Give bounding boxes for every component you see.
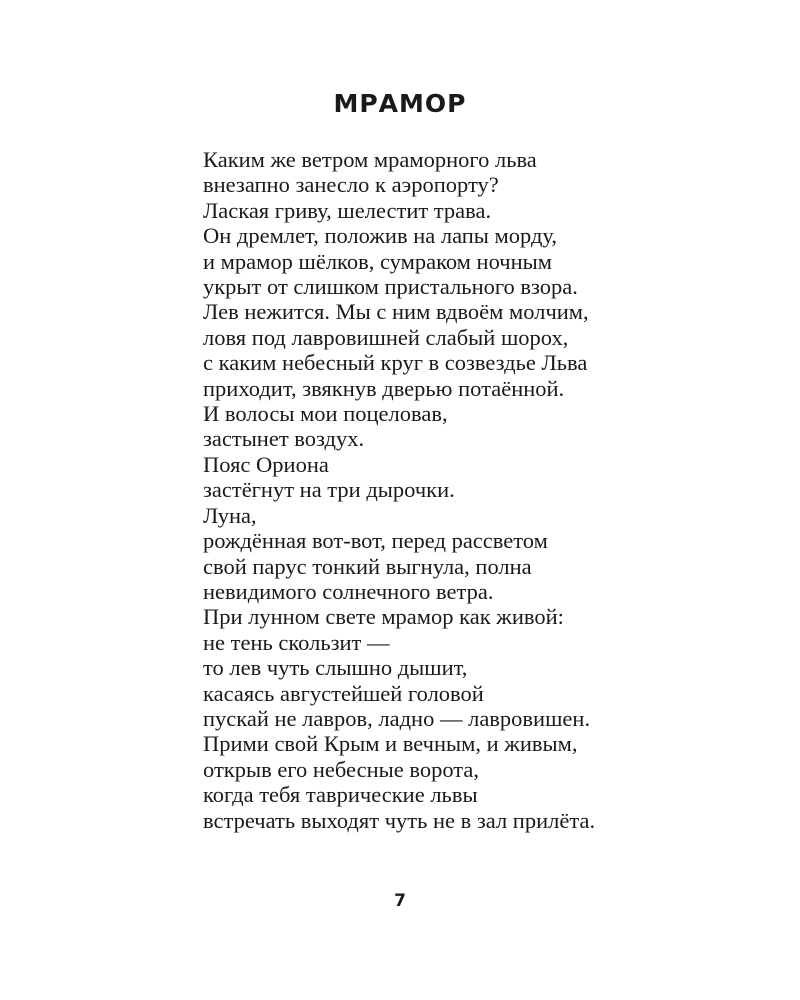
poem-line: Пояс Ориона (203, 451, 329, 477)
poem-line: когда тебя таврические львы (203, 782, 478, 808)
poem-text (203, 147, 763, 833)
poem-line: Каким же ветром мраморного льва (203, 147, 537, 172)
poem-line: При лунном свете мрамор как живой: (203, 604, 564, 630)
poem-line: ловя под лавровишней слабый шорох, (203, 324, 569, 350)
poem-line: и мрамор шёлков, сумраком ночным (203, 248, 552, 274)
poem-line: то лев чуть слышно дышит, (203, 655, 468, 681)
poem-line: пускай не лавров, ладно — лавровишен. (203, 705, 591, 731)
poem-line: Лаская гриву, шелестит трава. (203, 197, 492, 223)
poem-line: Луна, (203, 502, 257, 528)
poem-line: встречать выходят чуть не в зал прилёта. (203, 807, 596, 833)
poem-line: открыв его небесные ворота, (203, 756, 479, 782)
poem-line: Он дремлет, положив на лапы морду, (203, 223, 558, 249)
poem-line: свой парус тонкий выгнула, полна (203, 553, 532, 579)
poem-line: рождённая вот-вот, перед рассветом (203, 528, 548, 554)
poem-line: приходит, звякнув дверью потаённой. (203, 375, 565, 401)
poem-line: Прими свой Крым и вечным, и живым, (203, 731, 578, 757)
poem-line: с каким небесный круг в созвездье Льва (203, 350, 588, 376)
poem-line: И волосы мои поцеловав, (203, 401, 448, 427)
poem-line: внезапно занесло к аэропорту? (203, 172, 499, 198)
poem-line: Лев нежится. Мы с ним вдвоём молчим, (203, 299, 589, 325)
poem-line: застынет воздух. (203, 426, 365, 452)
page-number: 7 (394, 891, 406, 911)
poem-line: укрыт от слишком пристального взора. (203, 274, 578, 300)
poem-line: невидимого солнечного ветра. (203, 578, 494, 604)
poem-title: МРАМОР (333, 89, 467, 118)
poem-line: касаясь августейшей головой (203, 680, 484, 706)
poem-line: застёгнут на три дырочки. (203, 477, 455, 503)
poem-line: не тень скользит — (203, 629, 390, 655)
